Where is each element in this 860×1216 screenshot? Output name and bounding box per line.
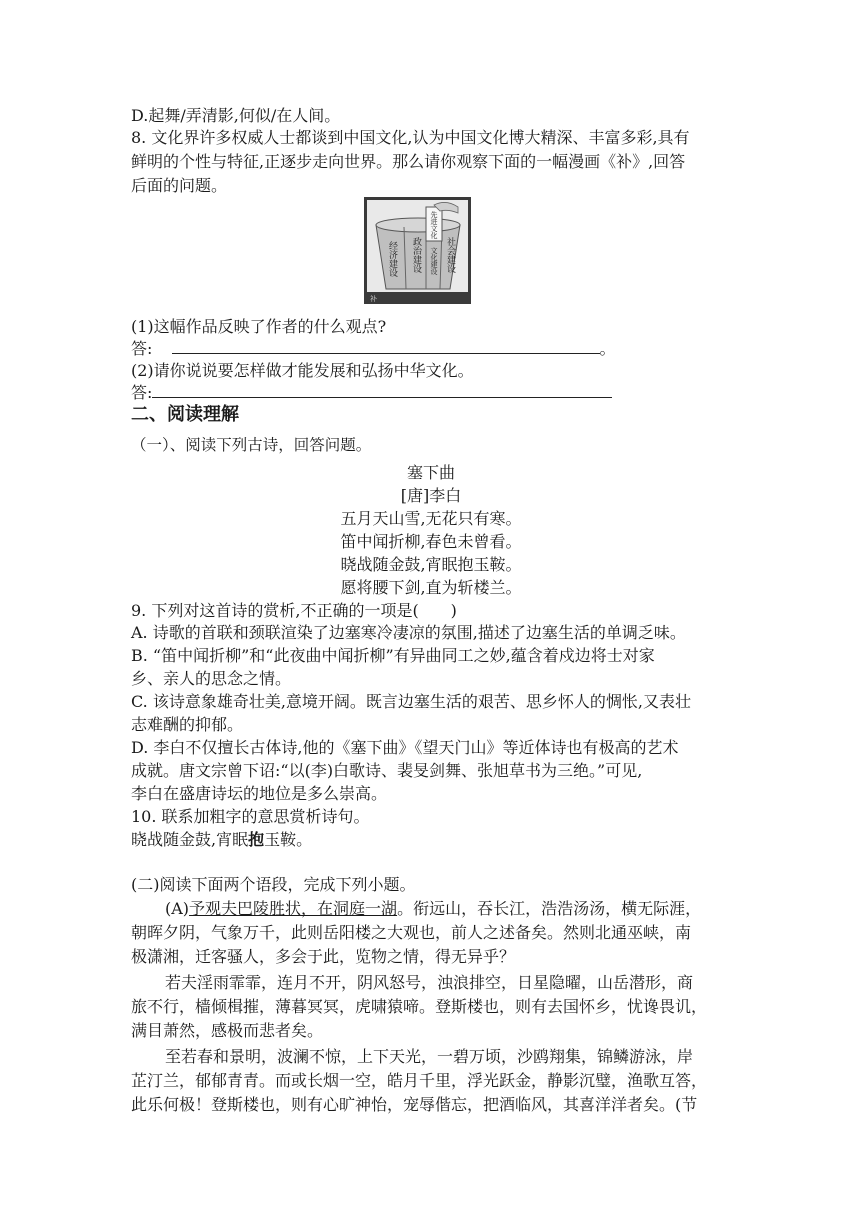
passage-a-line1 [165, 898, 701, 920]
q8-stem-line1: 8. 文化界许多权威人士都谈到中国文化,认为中国文化博大精深、丰富多彩,具有 [131, 128, 690, 147]
cartoon-bu-image [364, 197, 471, 304]
q8-stem-line2: 鲜明的个性与特征,正逐步走向世界。那么请你观察下面的一幅漫画《补》,回答 [131, 152, 686, 171]
q9-option-d-line2: 成就。唐文宗曾下诏:“以(李)白歌诗、裴旻剑舞、张旭草书为三绝。”可见, [131, 761, 643, 780]
cartoon-caption: 补 [370, 295, 377, 303]
q9-option-c-line2: 志难酬的抑郁。 [131, 715, 244, 734]
q10-bold-char: 抱 [248, 830, 265, 849]
section-heading: 二、阅读理解 [131, 404, 239, 425]
passage-a-underlined: 予观夫巴陵胜状，在洞庭一湖 [189, 899, 398, 918]
passage-line: 至若春和景明，波澜不惊，上下天光，一碧万顷，沙鸥翔集，锦鳞游泳，岸 [165, 1047, 694, 1066]
q10-verse-a: 晓战随金鼓,宵眠 [131, 830, 249, 849]
q8-sub2: (2)请你说说要怎样做才能发展和弘扬中华文化。 [131, 361, 474, 380]
passage-line: 极潇湘，迁客骚人，多会于此，览物之情，得无异乎？ [131, 947, 516, 966]
cartoon-label-politics: 政治建设 [411, 237, 421, 273]
q9-option-a: A. 诗歌的首联和颈联渲染了边塞寒冷凄凉的氛围,描述了边塞生活的单调乏味。 [131, 623, 686, 642]
cartoon-label-economy: 经济建设 [387, 241, 397, 277]
q9-option-c-line1: C. 该诗意象雄奇壮美,意境开阔。既言边塞生活的艰苦、思乡怀人的惆怅,又表壮 [131, 692, 692, 711]
q10-stem: 10. 联系加粗字的意思赏析诗句。 [131, 807, 370, 826]
cartoon-label-top: 先进文化 [430, 211, 438, 239]
q7-option-d: D.起舞/弄清影,何似/在人间。 [131, 106, 341, 125]
cartoon-label-culture: 文化建设 [430, 247, 438, 275]
passage-line: 芷汀兰，郁郁青青。而或长烟一空，皓月千里，浮光跃金，静影沉璧，渔歌互答， [131, 1071, 708, 1090]
passage-a-label: (A) [165, 899, 190, 918]
part2-intro: (二)阅读下面两个语段，完成下列小题。 [131, 875, 416, 894]
part1-intro: （一）、阅读下列古诗，回答问题。 [131, 436, 372, 454]
q9-option-d-line1: D. 李白不仅擅长古体诗,他的《塞下曲》《望天门山》等近体诗也有极高的艺术 [131, 738, 679, 757]
q8-answer-2[interactable] [131, 382, 612, 404]
q9-option-b-line2: 乡、亲人的思念之情。 [131, 669, 292, 688]
poem-line: 晓战随金鼓,宵眠抱玉鞍。 [340, 555, 522, 574]
q9-option-d-line3: 李白在盛唐诗坛的地位是多么崇高。 [131, 784, 388, 803]
q9-option-b-line1: B. “笛中闻折柳”和“此夜曲中闻折柳”有异曲同工之妙,蕴含着戍边将士对家 [131, 646, 655, 665]
cartoon-label-society: 社会建设 [445, 237, 455, 273]
q8-sub1: (1)这幅作品反映了作者的什么观点? [131, 317, 387, 336]
passage-line: 朝晖夕阴，气象万千，此则岳阳楼之大观也，前人之述备矣。然则北通巫峡，南 [131, 923, 692, 942]
q9-stem: 9. 下列对这首诗的赏析,不正确的一项是( ) [131, 601, 457, 620]
answer-blank-1[interactable] [172, 339, 600, 354]
q10-verse-b: 玉鞍。 [264, 830, 313, 849]
answer-blank-2[interactable] [152, 383, 612, 398]
q8-answer-1[interactable] [131, 338, 616, 360]
passage-line: 满目萧然，感极而悲者矣。 [131, 1021, 324, 1040]
poem-line: 愿将腰下剑,直为斩楼兰。 [340, 578, 522, 597]
passage-line: 若夫淫雨霏霏，连月不开，阴风怒号，浊浪排空，日星隐曜，山岳潜形，商 [165, 973, 694, 992]
passage-line: 旅不行，樯倾楫摧，薄暮冥冥，虎啸猿啼。登斯楼也，则有去国怀乡，忧谗畏讥， [131, 997, 708, 1016]
answer-label-2: 答: [131, 383, 153, 402]
answer-label-1: 答: [131, 339, 153, 358]
poem-author: [唐]李白 [400, 486, 462, 505]
answer-end-1: 。 [599, 339, 616, 358]
q8-stem-line3: 后面的问题。 [131, 176, 228, 195]
passage-line: 此乐何极！登斯楼也，则有心旷神怡，宠辱偕忘，把酒临风，其喜洋洋者矣。(节 [131, 1095, 698, 1114]
poem-line: 笛中闻折柳,春色未曾看。 [340, 532, 522, 551]
poem-line: 五月天山雪,无花只有寒。 [340, 509, 522, 528]
q10-verse [131, 829, 312, 851]
poem-title: 塞下曲 [406, 463, 455, 482]
passage-a-rest: 。衔远山，吞长江，浩浩汤汤，横无际涯， [397, 899, 702, 918]
